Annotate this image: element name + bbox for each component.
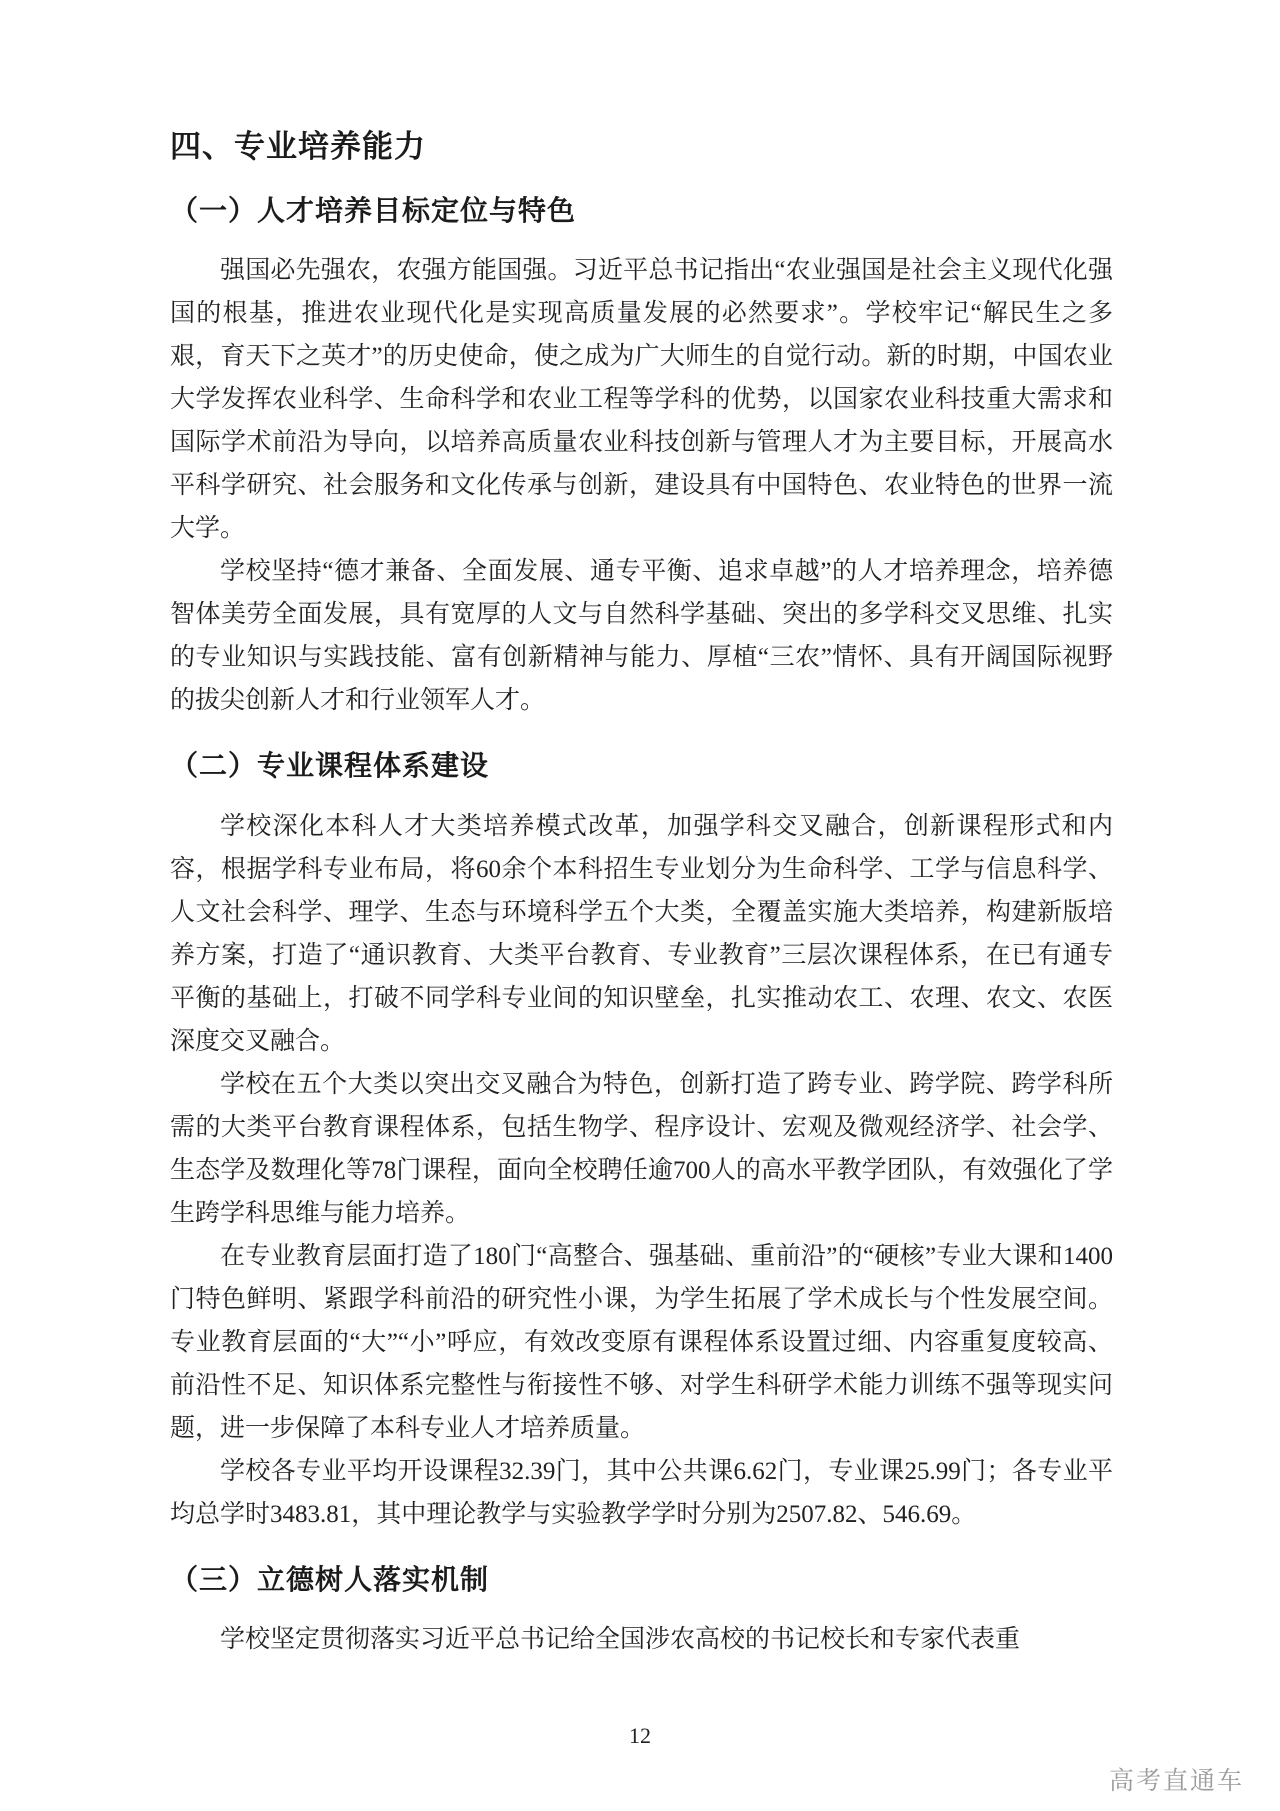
paragraph-curriculum-2: 学校在五个大类以突出交叉融合为特色，创新打造了跨专业、跨学院、跨学科所需的大类平台教育课程体系，包括生物学、程序设计、宏观及微观经济学、社会学、生态学及数理化等78门课程，面向全校聘任逾700人的高水平教学团队，有效强化了学生跨学科思维与能力培养。 — [170, 1070, 1113, 1227]
paragraph-curriculum-1: 学校深化本科人才大类培养模式改革，加强学科交叉融合，创新课程形式和内容，根据学科专业布局，将60余个本科招生专业划分为生命科学、工学与信息科学、人文社会科学、理学、生态与环境科学五个大类，全覆盖实施大类培养，构建新版培养方案，打造了“通识教育、大类平台教育、专业教育”三层次课程体系，在已有通专平衡的基础上，打破不同学科专业间的知识壁垒，扎实推动农工、农理、农文、农医深度交叉融合。 — [170, 812, 1113, 1055]
paragraph-curriculum-3: 在专业教育层面打造了180门“高整合、强基础、重前沿”的“硬核”专业大课和1400门特色鲜明、紧跟学科前沿的研究性小课，为学生拓展了学术成长与个性发展空间。专业教育层面的“大”“小”呼应，有效改变原有课程体系设置过细、内容重复度较高、前沿性不足、知识体系完整性与衔接性不够、对学生科研学术能力训练不强等现实问题，进一步保障了本科专业人才培养质量。 — [170, 1242, 1113, 1442]
paragraph-goal-positioning-1: 强国必先强农，农强方能国强。习近平总书记指出“农业强国是社会主义现代化强国的根基，推进农业现代化是实现高质量发展的必然要求”。学校牢记“解民生之多艰，育天下之英才”的历史使命，使之成为广大师生的自觉行动。新的时期，中国农业大学发挥农业科学、生命科学和农业工程等学科的优势，以国家农业科技重大需求和国际学术前沿为导向，以培养高质量农业科技创新与管理人才为主要目标，开展高水平科学研究、社会服务和文化传承与创新，建设具有中国特色、农业特色的世界一流大学。 — [170, 257, 1113, 543]
section-heading-4: 四、专业培养能力 — [170, 129, 426, 164]
page-number: 12 — [629, 1723, 651, 1748]
paragraph-curriculum-stats: 学校各专业平均开设课程32.39门，其中公共课6.62门，专业课25.99门；各专业平均总学时3483.81，其中理论教学与实验教学学时分别为2507.82、546.69。 — [170, 1457, 1113, 1528]
paragraph-goal-positioning-2: 学校坚持“德才兼备、全面发展、通专平衡、追求卓越”的人才培养理念，培养德智体美劳全面发展，具有宽厚的人文与自然科学基础、突出的多学科交叉思维、扎实的专业知识与实践技能、富有创新精神与能力、厚植“三农”情怀、具有开阔国际视野的拔尖创新人才和行业领军人才。 — [170, 558, 1113, 715]
watermark-text: 高考直通车 — [1108, 1767, 1244, 1795]
subsection-heading-2: （二）专业课程体系建设 — [170, 750, 490, 782]
subsection-heading-3: （三）立德树人落实机制 — [170, 1563, 490, 1595]
document-content — [170, 128, 1113, 1661]
paragraph-moral-education-1: 学校坚定贯彻落实习近平总书记给全国涉农高校的书记校长和专家代表重 — [220, 1625, 1021, 1653]
subsection-heading-1: （一）人才培养目标定位与特色 — [170, 194, 577, 226]
